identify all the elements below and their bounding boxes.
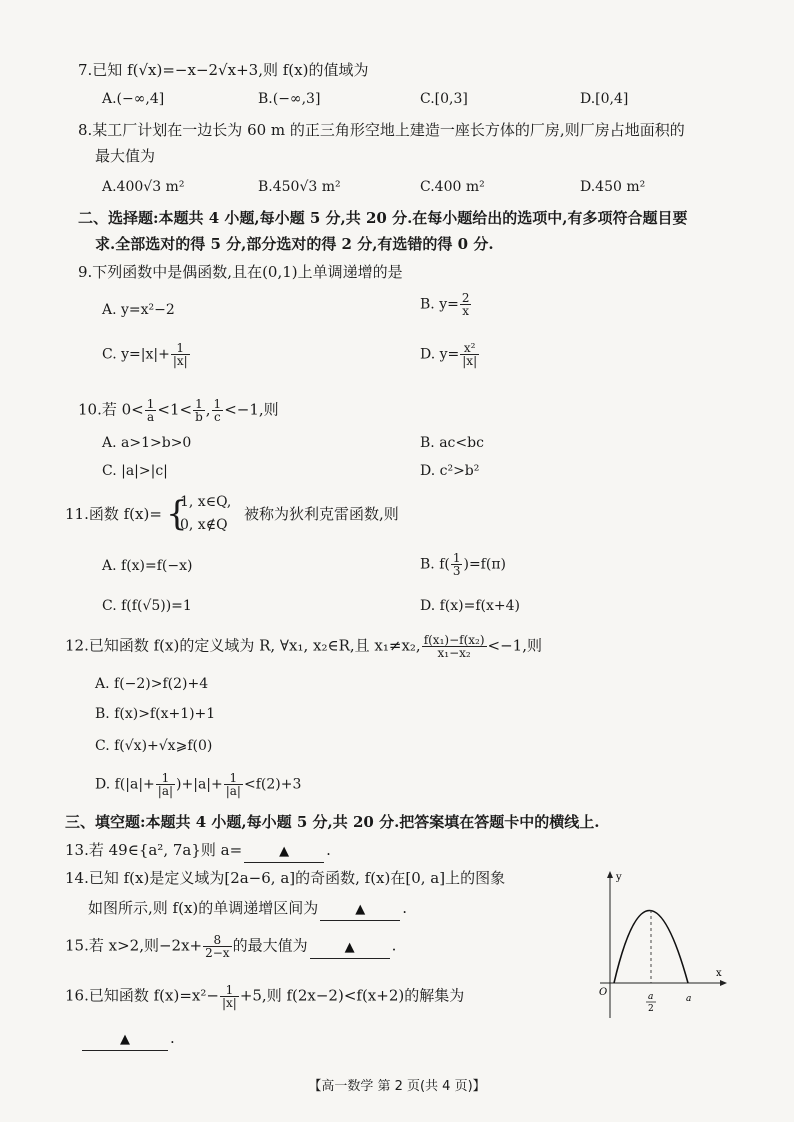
q10-frac3-den: c [214, 410, 221, 424]
q12-frac-num: f(x₁)−f(x₂) [423, 633, 485, 647]
q11-option-b [420, 552, 506, 577]
q12-option-d [95, 772, 301, 797]
q9-b-den: x [462, 304, 470, 318]
q10-frac1-num: 1 [146, 397, 155, 411]
q9-option-a: A. y=x²−2 [102, 302, 175, 318]
question-14-line2 [88, 898, 407, 921]
question-15 [65, 934, 396, 959]
q10-frac1 [145, 398, 157, 423]
q13-end: . [326, 841, 331, 859]
q10-option-b: B. ac<bc [420, 435, 484, 451]
q10-frac1-den: a [146, 410, 155, 424]
q16-end: . [170, 1029, 175, 1047]
q15-frac-den: 2−x [205, 946, 230, 960]
q11-option-c: C. f(f(√5))=1 [102, 598, 192, 614]
q9-option-d [420, 342, 480, 367]
question-13 [65, 840, 331, 863]
q12-d-frac2 [224, 772, 243, 797]
q13-stem: 13.若 49∈{a², 7a}则 a= [65, 841, 243, 859]
q9-d-fraction [460, 342, 479, 367]
q9-d-num: x² [460, 342, 479, 355]
q11-b-num: 1 [452, 551, 461, 565]
graph-x-label: x [716, 968, 722, 979]
q15-suffix: 的最大值为 [232, 936, 308, 955]
q7-option-b: B.(−∞,3] [258, 91, 321, 107]
q10-part1: 10.若 0< [78, 400, 144, 419]
q10-option-d: D. c²>b² [420, 463, 480, 479]
q10-option-a: A. a>1>b>0 [102, 435, 192, 451]
q10-frac3-num: 1 [213, 397, 222, 411]
q11-case-1: 1, x∈Q, [180, 494, 232, 510]
q16-frac-num: 1 [220, 984, 239, 997]
q12-frac-den: x₁−x₂ [437, 646, 471, 660]
question-10-stem [78, 398, 279, 423]
question-11-prefix: 11.函数 f(x)= [65, 505, 162, 523]
q11-case-2: 0, x∉Q [180, 517, 228, 533]
q9-c-den: |x| [172, 354, 188, 368]
q9-option-b [420, 292, 472, 317]
q9-c-fraction [171, 342, 190, 367]
graph-y-arrow [607, 871, 613, 878]
q15-triangle-mark: ▲ [344, 939, 355, 955]
q8-option-b: B.450√3 m² [258, 179, 341, 195]
question-8-stem: 8.某工厂计划在一边长为 60 m 的正三角形空地上建造一座长方体的厂房,则厂房占地面积的 [78, 121, 685, 139]
q14-function-graph [596, 868, 730, 1028]
q14-end: . [402, 899, 408, 917]
q16-fraction [220, 984, 239, 1009]
question-14-line1: 14.已知 f(x)是定义域为[2a−6, a]的奇函数, f(x)在[0, a]上的图象 [65, 869, 506, 887]
q12-suffix: <−1,则 [487, 636, 542, 655]
q12-d-frac2-num: 1 [224, 772, 243, 785]
q10-part4: <−1,则 [224, 400, 279, 419]
q9-b-prefix: B. y= [420, 296, 459, 313]
question-7-stem: 7.已知 f(√x)=−x−2√x+3,则 f(x)的值域为 [78, 61, 369, 79]
graph-tick-a: a [686, 994, 692, 1004]
q12-d-part1: D. f(|a|+ [95, 776, 155, 793]
q10-option-c: C. |a|>|c| [102, 463, 168, 479]
q12-d-frac1-num: 1 [156, 772, 175, 785]
q9-d-den: |x| [462, 354, 478, 368]
q16-triangle-mark: ▲ [120, 1032, 130, 1047]
q15-answer-blank [310, 936, 390, 959]
q16-frac-den: |x| [221, 996, 237, 1010]
q13-triangle-mark: ▲ [279, 844, 290, 859]
q10-frac2-num: 1 [193, 398, 205, 411]
q14-stem: 如图所示,则 f(x)的单调递增区间为 [88, 899, 319, 917]
q10-frac2-den: b [195, 410, 203, 424]
q10-part2: <1< [157, 400, 193, 419]
q12-d-frac2-den: |a| [225, 784, 241, 798]
q9-d-prefix: D. y= [420, 346, 460, 363]
question-11-suffix: 被称为狄利克雷函数,则 [244, 505, 399, 523]
q12-d-frac1 [156, 772, 175, 797]
q12-fraction [422, 634, 487, 659]
page-footer: 【高一数学 第 2 页(共 4 页)】 [308, 1079, 486, 1094]
q15-frac-num: 8 [203, 934, 231, 947]
q11-b-fraction [451, 552, 463, 577]
q9-c-num: 1 [171, 342, 190, 355]
graph-x-arrow [720, 980, 727, 986]
q11-b-prefix: B. f( [420, 556, 450, 573]
question-9-stem: 9.下列函数中是偶函数,且在(0,1)上单调递增的是 [78, 263, 403, 281]
q8-option-d: D.450 m² [580, 179, 646, 195]
q7-option-c: C.[0,3] [420, 91, 468, 107]
q12-d-part3: <f(2)+3 [243, 776, 302, 793]
graph-origin-label: O [599, 987, 608, 998]
q9-option-c [102, 342, 191, 367]
q9-b-num: 2 [461, 291, 470, 305]
section-2-heading-line2: 求.全部选对的得 5 分,部分选对的得 2 分,有选错的得 0 分. [95, 235, 494, 253]
q16-part2: +5,则 f(2x−2)<f(x+2)的解集为 [239, 986, 465, 1005]
q12-option-a: A. f(−2)>f(2)+4 [95, 676, 209, 692]
question-12-stem [65, 634, 542, 659]
q10-frac3 [212, 398, 224, 423]
q11-brace: { [166, 494, 188, 534]
q11-option-a: A. f(x)=f(−x) [102, 558, 193, 574]
q9-b-fraction [460, 292, 472, 317]
q16-answer-line [80, 1028, 175, 1051]
q10-frac2 [193, 398, 205, 423]
q12-d-frac1-den: |a| [157, 784, 174, 798]
q9-c-prefix: C. y=|x|+ [102, 346, 170, 363]
q14-triangle-mark: ▲ [355, 902, 366, 917]
graph-tick-a-half-num: a [648, 992, 654, 1002]
q14-answer-blank [320, 898, 400, 921]
question-8-stem-line2: 最大值为 [95, 147, 156, 165]
graph-tick-a-half-den: 2 [648, 1004, 654, 1014]
graph-y-label: y [616, 872, 622, 883]
section-2-heading: 二、选择题:本题共 4 小题,每小题 5 分,共 20 分.在每小题给出的选项中,有多项符合题目要 [78, 209, 688, 227]
q12-option-c: C. f(√x)+√x⩾f(0) [95, 738, 213, 754]
q12-d-part2: )+|a|+ [176, 776, 223, 793]
q15-end: . [391, 936, 397, 955]
q8-option-c: C.400 m² [420, 179, 485, 195]
q7-option-d: D.[0,4] [580, 91, 629, 107]
q8-option-a: A.400√3 m² [102, 179, 185, 195]
q15-fraction [203, 934, 231, 959]
question-16 [65, 984, 464, 1009]
q7-option-a: A.(−∞,4] [102, 91, 165, 107]
q10-part3: , [205, 400, 211, 419]
q16-part1: 16.已知函数 f(x)=x²− [65, 986, 219, 1005]
q13-answer-blank [244, 840, 324, 863]
q11-option-d: D. f(x)=f(x+4) [420, 598, 520, 614]
q12-prefix: 12.已知函数 f(x)的定义域为 R, ∀x₁, x₂∈R,且 x₁≠x₂, [65, 636, 421, 655]
q12-option-b: B. f(x)>f(x+1)+1 [95, 706, 216, 722]
q11-b-den: 3 [452, 564, 461, 578]
q11-b-suffix: )=f(π) [463, 556, 506, 573]
section-3-heading: 三、填空题:本题共 4 小题,每小题 5 分,共 20 分.把答案填在答题卡中的横线上. [65, 813, 600, 831]
q15-prefix: 15.若 x>2,则−2x+ [65, 936, 203, 955]
q16-answer-blank [82, 1028, 168, 1051]
